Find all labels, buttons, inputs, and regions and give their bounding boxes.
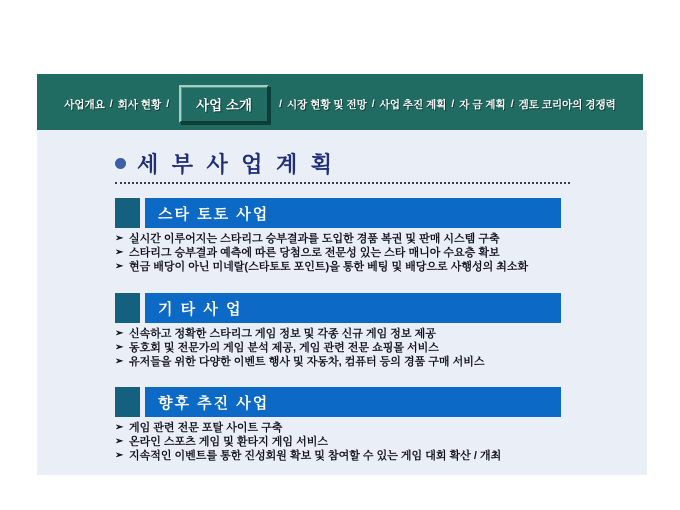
nav-separator: / [371, 98, 375, 110]
section-title: 스타 토토 사업 [145, 198, 561, 228]
bullet-text: 온라인 스포츠 게임 및 환타지 게임 서비스 [129, 436, 328, 448]
list-item [115, 246, 625, 260]
list-item [115, 449, 625, 463]
section-bullets-other-business [115, 327, 625, 369]
section-header-star-toto [115, 198, 561, 228]
section-title: 향후 추진 사업 [145, 387, 561, 417]
section-bullets-star-toto [115, 232, 625, 274]
bullet-text: 신속하고 정확한 스타리그 게임 정보 및 각종 신규 게임 정보 제공 [129, 328, 436, 340]
title-bullet-icon [115, 158, 126, 169]
nav-item-business-overview[interactable]: 사업개요 [64, 98, 105, 111]
section-header-future-business [115, 387, 561, 417]
list-item [115, 421, 625, 435]
bullet-text: 지속적인 이벤트를 통한 진성회원 확보 및 참여할 수 있는 게임 대회 확산 / 개최 [129, 450, 502, 462]
section-bullets-future-business [115, 421, 625, 463]
list-item [115, 260, 625, 274]
arrow-bullet-icon: ➢ [115, 247, 124, 258]
bullet-text: 스타리그 승부결과 예측에 따른 당첨으로 전문성 있는 스타 매니아 수요층 확보 [129, 247, 500, 259]
page-title-row [115, 148, 336, 179]
nav-item-market-outlook[interactable]: 시장 현황 및 전망 [286, 98, 367, 111]
section-title: 기 타 사 업 [145, 293, 561, 323]
list-item [115, 355, 625, 369]
nav-separator: / [166, 98, 170, 110]
arrow-bullet-icon: ➢ [115, 450, 124, 461]
bullet-text: 현금 배당이 아닌 미네랄(스타토토 포인트)을 통한 베팅 및 배당으로 사행성의 최소화 [129, 261, 529, 273]
list-item [115, 327, 625, 341]
arrow-bullet-icon: ➢ [115, 342, 124, 353]
top-nav-bar [37, 74, 643, 134]
arrow-bullet-icon: ➢ [115, 422, 124, 433]
arrow-bullet-icon: ➢ [115, 356, 124, 367]
section-accent-square [115, 293, 140, 323]
bullet-text: 유저들을 위한 다양한 이벤트 행사 및 자동차, 컴퓨터 등의 경품 구매 서비스 [129, 356, 485, 368]
arrow-bullet-icon: ➢ [115, 328, 124, 339]
nav-item-business-plan[interactable]: 사업 추진 계획 [379, 98, 447, 111]
nav-separator: / [510, 98, 514, 110]
bullet-text: 실시간 이루어지는 스타리그 승부결과를 도입한 경품 복권 및 판매 시스템 구축 [129, 233, 500, 245]
list-item [115, 232, 625, 246]
nav-item-business-intro-active[interactable]: 사업 소개 [179, 85, 269, 123]
nav-item-competitiveness[interactable]: 겜토 코리아의 경쟁력 [518, 98, 616, 111]
title-dotted-underline [115, 182, 570, 184]
arrow-bullet-icon: ➢ [115, 436, 124, 447]
nav-separator: / [279, 98, 282, 110]
arrow-bullet-icon: ➢ [115, 261, 124, 272]
slide-content-panel [37, 130, 647, 475]
bullet-text: 동호회 및 전문가의 게임 분석 제공, 게임 관련 전문 쇼핑몰 서비스 [129, 342, 439, 354]
nav-separator: / [109, 98, 113, 110]
page-title: 세 부 사 업 계 획 [137, 152, 337, 177]
bullet-text: 게임 관련 전문 포탈 사이트 구축 [129, 422, 283, 434]
nav-separator: / [451, 98, 455, 110]
section-header-other-business [115, 293, 561, 323]
list-item [115, 341, 625, 355]
section-accent-square [115, 387, 140, 417]
section-accent-square [115, 198, 140, 228]
nav-item-company-status[interactable]: 회사 현황 [117, 98, 162, 111]
arrow-bullet-icon: ➢ [115, 233, 124, 244]
list-item [115, 435, 625, 449]
nav-item-funding-plan[interactable]: 자 금 계획 [459, 98, 506, 111]
